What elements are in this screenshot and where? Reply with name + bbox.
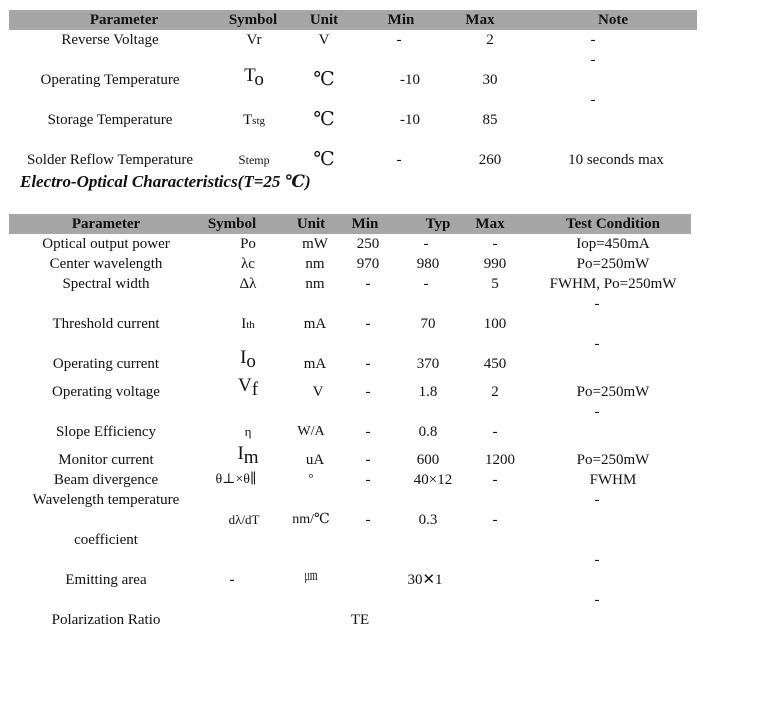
t1-param: Reverse Voltage — [61, 32, 159, 48]
t2-unit: nm — [305, 256, 325, 272]
t1-header-parameter: Parameter — [89, 12, 159, 28]
t2-unit: mA — [303, 316, 327, 332]
t2-unit: nm — [305, 276, 325, 292]
t2-param-line2: coefficient — [74, 532, 138, 548]
t1-max: 30 — [482, 72, 498, 88]
t2-max: 2 — [491, 384, 499, 400]
t2-max: 990 — [483, 256, 507, 272]
t2-min: 970 — [356, 256, 380, 272]
t2-typ: 1.8 — [418, 384, 438, 400]
t1-header-symbol: Symbol — [228, 12, 278, 28]
t2-cond: - — [594, 336, 600, 352]
t2-symbol: Im — [237, 443, 259, 468]
t2-unit: nm/℃ — [292, 512, 330, 527]
t2-typ: 0.3 — [418, 512, 438, 528]
t2-param: Polarization Ratio — [51, 612, 161, 628]
t2-param: Emitting area — [65, 572, 147, 588]
t2-symbol: Δλ — [239, 276, 257, 292]
t2-symbol: dλ/dT — [228, 512, 260, 527]
t2-param: Spectral width — [62, 276, 150, 292]
t2-header-typ: Typ — [425, 216, 451, 232]
t2-cond: Po=250mW — [576, 256, 650, 272]
t1-note: - — [590, 52, 596, 68]
t2-min: - — [365, 452, 371, 468]
t2-typ: 30✕1 — [407, 572, 443, 588]
t2-cond: - — [594, 592, 600, 608]
t2-header-unit: Unit — [296, 216, 326, 232]
t1-max: 260 — [478, 152, 502, 168]
t2-min: - — [365, 276, 371, 292]
t1-min: - — [396, 152, 402, 168]
t2-symbol: - — [229, 572, 235, 588]
t2-min: - — [365, 384, 371, 400]
t1-symbol: Tstg — [242, 112, 266, 128]
t2-min: - — [365, 472, 371, 488]
t2-typ: - — [423, 276, 429, 292]
t2-param: Operating voltage — [52, 384, 160, 400]
t2-max: 5 — [491, 276, 499, 292]
t2-cond: - — [594, 404, 600, 420]
t2-min: - — [365, 512, 371, 528]
t2-cond: FWHM, Po=250mW — [549, 276, 677, 292]
t1-max: 2 — [486, 32, 494, 48]
t2-unit: mA — [303, 356, 327, 372]
t2-min: 250 — [356, 236, 380, 252]
t2-header-min: Min — [351, 216, 379, 232]
t2-cond: - — [594, 492, 600, 508]
t1-min: -10 — [400, 72, 420, 88]
t2-param: Operating current — [52, 356, 160, 372]
t2-min: TE — [350, 612, 370, 628]
t2-cond: Po=250mW — [576, 452, 650, 468]
t1-header-note: Note — [598, 12, 628, 28]
t2-unit: mW — [302, 236, 328, 252]
t2-param: Slope Efficiency — [55, 424, 157, 440]
t1-unit: ℃ — [313, 69, 335, 90]
t2-typ: 40×12 — [413, 472, 453, 488]
t1-header-max: Max — [465, 12, 495, 28]
t2-param: Beam divergence — [53, 472, 159, 488]
t2-max: - — [492, 424, 498, 440]
t2-max: - — [492, 236, 498, 252]
t2-cond: Iop=450mA — [576, 236, 650, 252]
t2-typ: 600 — [416, 452, 440, 468]
t2-header-symbol: Symbol — [207, 216, 257, 232]
t2-unit: W/A — [297, 424, 325, 439]
t2-symbol: Vf — [237, 375, 259, 400]
t2-min: - — [365, 316, 371, 332]
t1-param: Operating Temperature — [40, 72, 180, 88]
t2-symbol: η — [244, 424, 252, 439]
t2-typ: - — [423, 236, 429, 252]
t2-param: Threshold current — [52, 316, 160, 332]
t1-header-unit: Unit — [309, 12, 339, 28]
t2-cond: - — [594, 296, 600, 312]
t2-max: - — [492, 472, 498, 488]
t2-symbol: λc — [241, 256, 255, 272]
t2-param: Center wavelength — [49, 256, 163, 272]
t1-unit: V — [318, 32, 330, 48]
t2-cond: Po=250mW — [576, 384, 650, 400]
t2-max: - — [492, 512, 498, 528]
t2-cond: FWHM — [589, 472, 637, 488]
t2-header-parameter: Parameter — [71, 216, 141, 232]
t2-header-test-condition: Test Condition — [565, 216, 661, 232]
t2-unit: uA — [305, 452, 325, 468]
t2-symbol: Io — [240, 347, 256, 372]
t1-unit: ℃ — [313, 149, 335, 170]
t1-note: - — [590, 32, 596, 48]
t2-param: Monitor current — [58, 452, 154, 468]
t2-max: 450 — [483, 356, 507, 372]
t2-header-max: Max — [475, 216, 505, 232]
t2-typ: 370 — [416, 356, 440, 372]
t2-symbol: θ⊥×θ∥ — [215, 472, 257, 487]
t2-symbol: Po — [240, 236, 256, 252]
t1-symbol: To — [244, 65, 264, 90]
t1-param: Storage Temperature — [47, 112, 173, 128]
t1-param: Solder Reflow Temperature — [26, 152, 194, 168]
t2-typ: 70 — [420, 316, 436, 332]
t2-typ: 0.8 — [418, 424, 438, 440]
t2-max: 1200 — [485, 452, 515, 468]
t1-note: - — [590, 92, 596, 108]
t2-unit: V — [312, 384, 324, 400]
t2-max: 100 — [483, 316, 507, 332]
section-title: Electro-Optical Characteristics(T=25 ℃) — [20, 172, 311, 191]
t1-unit: ℃ — [313, 109, 335, 130]
t2-param: Optical output power — [42, 236, 170, 252]
t2-min: - — [365, 356, 371, 372]
t1-min: - — [396, 32, 402, 48]
t2-unit: ° — [308, 470, 314, 485]
t2-unit: ㎛ — [304, 568, 318, 583]
t2-typ: 980 — [416, 256, 440, 272]
t1-note: 10 seconds max — [568, 152, 664, 168]
t1-header-min: Min — [387, 12, 415, 28]
t1-max: 85 — [482, 112, 498, 128]
t2-min: - — [365, 424, 371, 440]
t1-symbol: Vr — [246, 32, 262, 48]
t2-symbol: Ith — [241, 316, 255, 332]
t2-param-line1: Wavelength temperature — [32, 492, 180, 508]
t1-min: -10 — [400, 112, 420, 128]
t1-symbol: Stemp — [238, 152, 270, 167]
t2-cond: - — [594, 552, 600, 568]
